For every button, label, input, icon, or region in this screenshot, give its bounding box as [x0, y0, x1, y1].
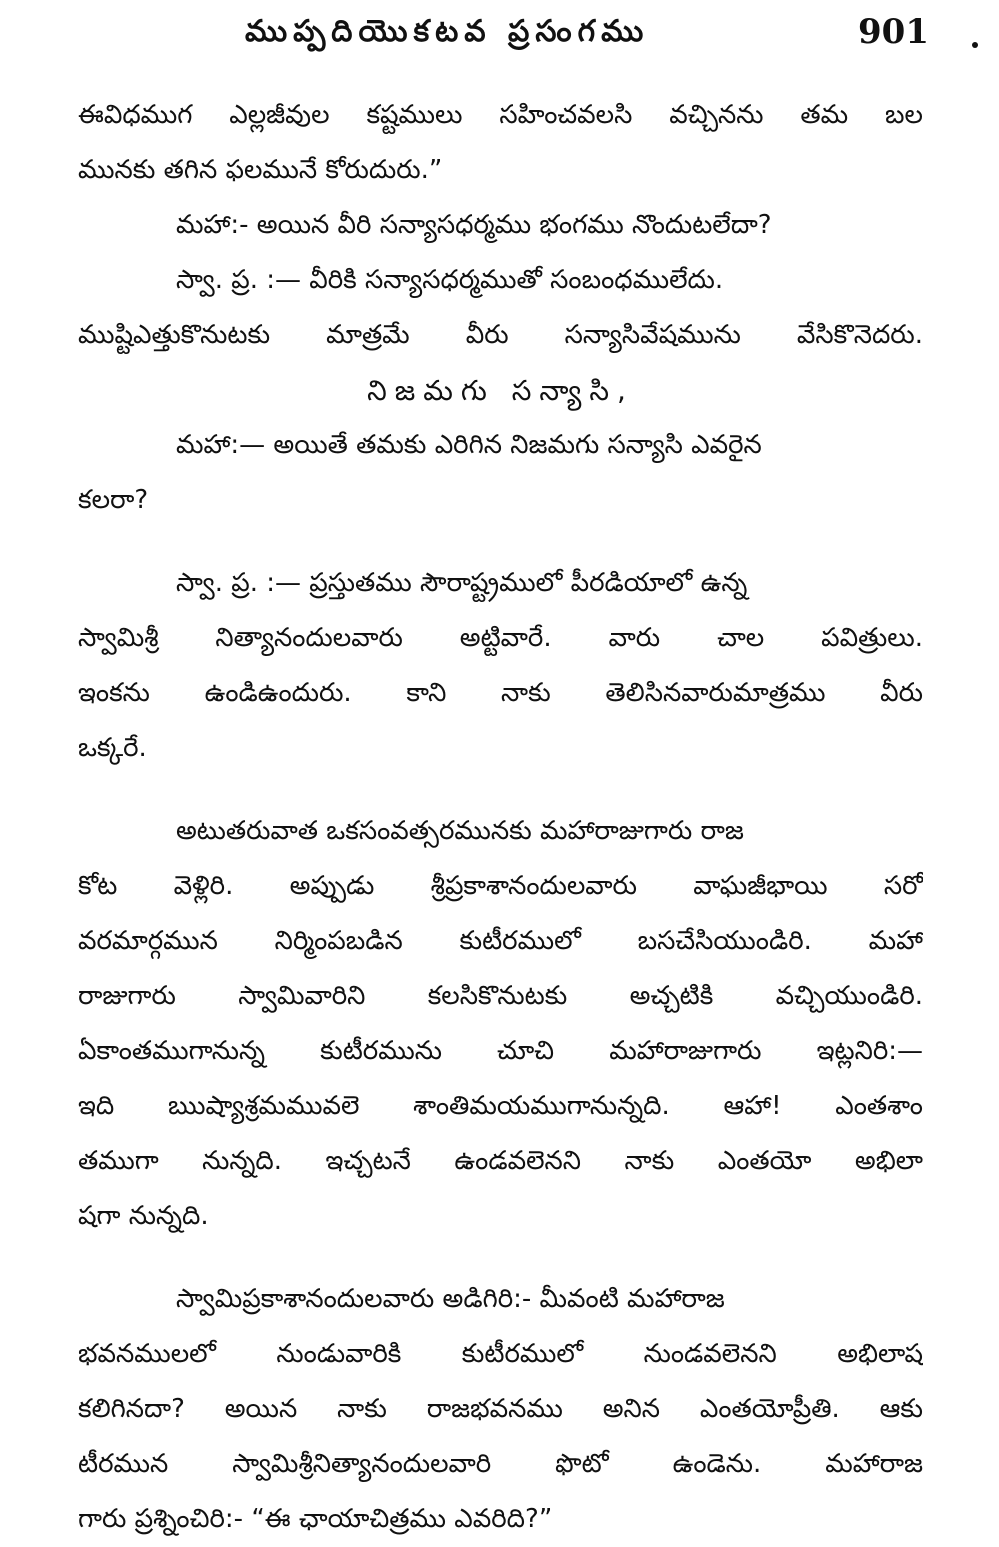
page-number: 901 — [858, 12, 929, 52]
margin-speck — [972, 42, 978, 48]
text-line: ఒక్కరే. — [78, 733, 147, 763]
text-line: గారు ప్రశ్నించిరి:- “ఈ ఛాయాచిత్రము ఎవరిది?” — [78, 1504, 553, 1534]
text-line: కలిగినదా? అయిన నాకు రాజభవనము అనిన ఎంతయోప్రీతి. ఆకు — [78, 1394, 923, 1424]
text-line: అటుతరువాత ఒకసంవత్సరమునకు మహారాజుగారు రాజ — [176, 816, 744, 846]
text-line: వరమార్గమున నిర్మింపబడిన కుటీరములో బసచేసియుండిరి. మహా — [78, 926, 923, 956]
text-line: మహా:— అయితే తమకు ఎరిగిన నిజమగు సన్యాసి ఎవరైన — [176, 430, 762, 460]
page-header — [0, 8, 999, 58]
text-line: భవనములలో నుండువారికి కుటీరములో నుండవలెనని అభిలాష — [78, 1339, 923, 1369]
text-line: రాజుగారు స్వామివారిని కలసికొనుటకు అచ్చటికి వచ్చియుండిరి. — [78, 981, 923, 1011]
section-heading: నిజమగు సన్యాసి, — [367, 374, 634, 407]
text-line: తముగా నున్నది. ఇచ్చటనే ఉండవలెనని నాకు ఎంతయో అభిలా — [78, 1146, 923, 1176]
text-line: స్వా. ప్ర. :— వీరికి సన్యాసధర్మముతో సంబంధములేదు. — [176, 265, 724, 295]
text-line: స్వా. ప్ర. :— ప్రస్తుతము సౌరాష్ట్రములో పీరడియాలో ఉన్న — [176, 568, 748, 598]
text-line: స్వామిప్రకాశానందులవారు అడిగిరి:- మీవంటి మహారాజ — [176, 1284, 725, 1314]
text-line: ముష్టిఎత్తుకొనుటకు మాత్రమే వీరు సన్యాసివేషమును వేసికొనెదరు. — [78, 320, 923, 350]
text-line: ఏకాంతముగానున్న కుటీరమును చూచి మహారాజుగారు ఇట్లనిరి:— — [78, 1036, 923, 1066]
text-line: స్వామిశ్రీ నిత్యానందులవారు అట్టివారే. వారు చాల పవిత్రులు. — [78, 623, 923, 653]
text-line: ఈవిధముగ ఎల్లజీవుల కష్టములు సహించవలసి వచ్చినను తమ బల — [78, 100, 923, 130]
text-line: ఇంకను ఉండిఉందురు. కాని నాకు తెలిసినవారుమాత్రము వీరు — [78, 678, 923, 708]
running-head: ముప్పదియొకటవ ప్రసంగము — [245, 14, 650, 49]
text-line: కలరా? — [78, 485, 149, 515]
body-text — [78, 88, 923, 1547]
text-line: మహా:- అయిన వీరి సన్యాసధర్మము భంగము నొందుటలేదా? — [176, 210, 772, 240]
text-line: మునకు తగిన ఫలమునే కోరుదురు.” — [78, 155, 443, 185]
text-line: షగా నున్నది. — [78, 1201, 209, 1231]
text-line: టీరమున స్వామిశ్రీనిత్యానందులవారి ఫొటో ఉండెను. మహారాజ — [78, 1449, 923, 1479]
text-line: ఇది ఋష్యాశ్రమమువలె శాంతిమయముగానున్నది. ఆహా! ఎంతశాం — [78, 1091, 923, 1121]
text-line: కోట వెళ్లిరి. అప్పుడు శ్రీప్రకాశానందులవారు వాఘజీభాయి సరో — [78, 871, 923, 901]
